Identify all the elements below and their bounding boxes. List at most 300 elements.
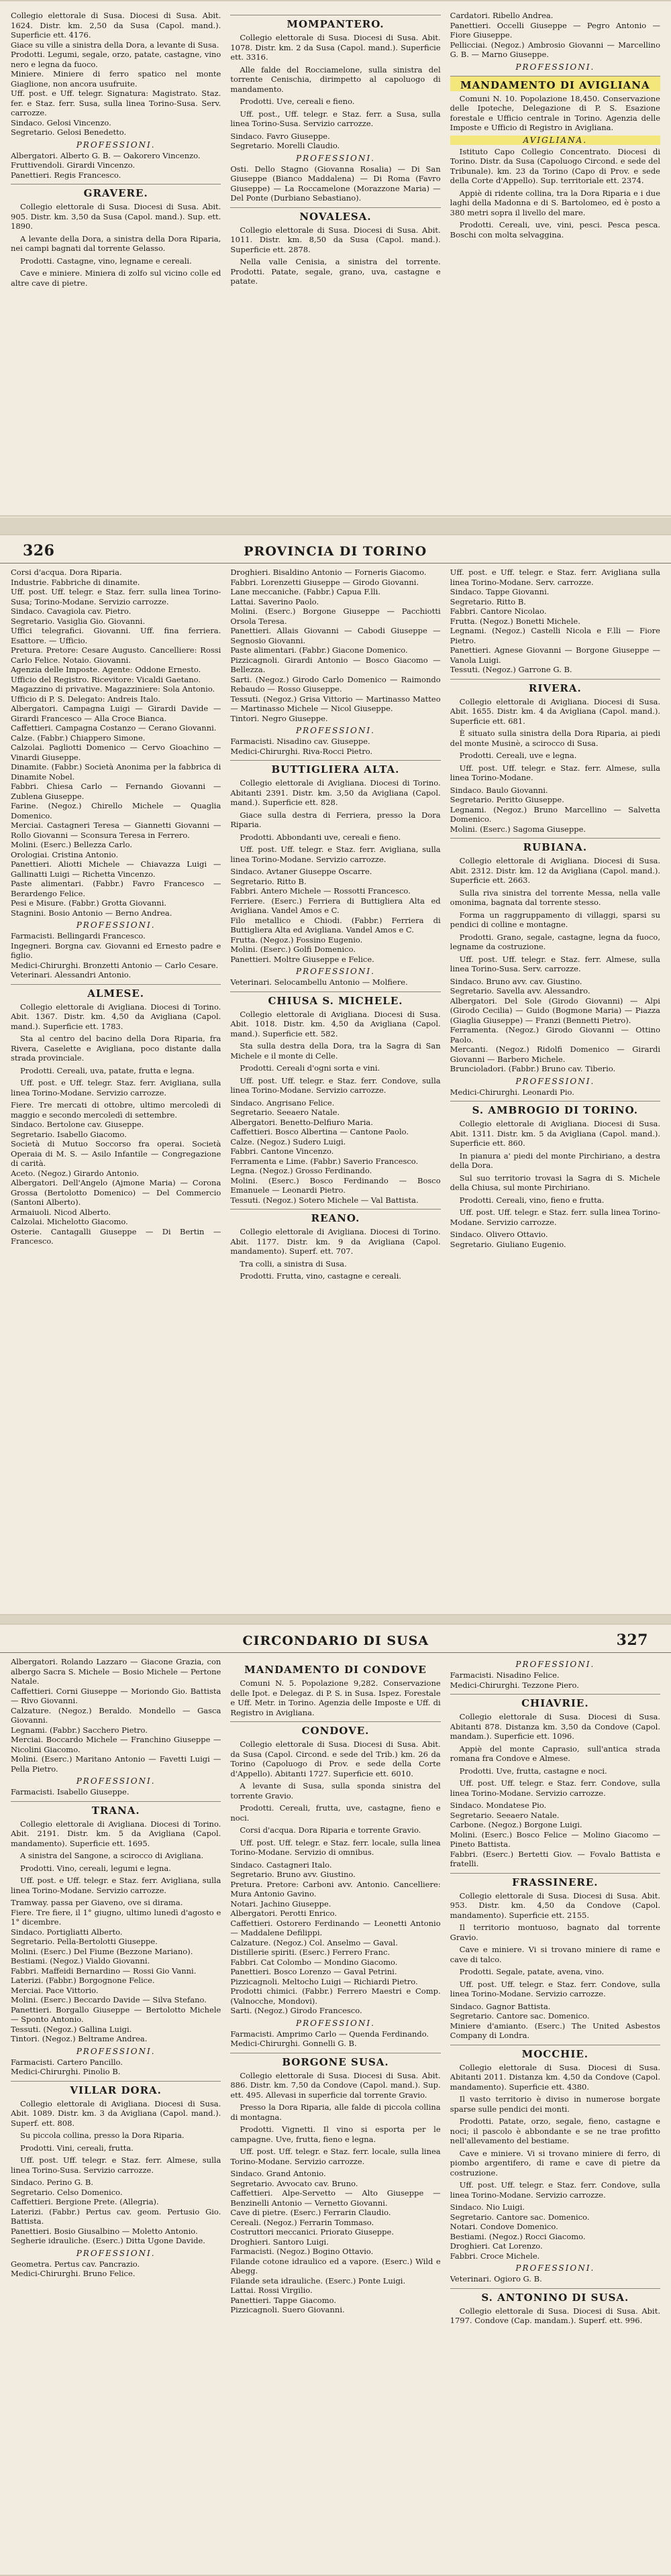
professions-heading: PROFESSIONI.: [515, 1660, 595, 1669]
directory-entry: Panettieri. Moltre Giuseppe e Felice.: [230, 954, 374, 964]
directory-entry: Droghieri. Cat Lorenzo.: [450, 2241, 543, 2251]
page-number: 326: [23, 542, 55, 559]
column-3: [450, 1657, 660, 2328]
commune-description: Giace sulla destra di Ferriera, presso la Dora Riparia.: [230, 810, 441, 829]
commune-description: Collegio elettorale di Avigliana. Diocesi di Susa. Abit. 1018. Distr. km. 4,50 da Avigliana (Capol. mand.). Superficie ett. 582.: [230, 1009, 441, 1038]
directory-entry: Merciai. Boccardo Michele — Franchino Giuseppe — Nicolini Giacomo.: [11, 1735, 221, 1754]
commune-description: Nella valle Cenisia, a sinistra del torrente. Prodotti. Patate, segale, grano, uva, castagne e patate.: [230, 257, 441, 286]
commune-description: Uff. post. Uff. telegr. e Staz. ferr. Almese, sulla linea Torino-Susa. Serv. carrozze.: [450, 954, 660, 973]
directory-entry: Tessuti. (Negoz.) Gallina Luigi.: [11, 2024, 132, 2034]
commune-description: Uff. post. Uff. telegr. e Staz. ferr. Condove, sulla linea Torino-Modane. Servizio carrozze.: [450, 2180, 660, 2200]
professions-heading: PROFESSIONI.: [515, 2263, 595, 2273]
directory-entry: Pesi e Misure. (Fabbr.) Grotta Giovanni.: [11, 898, 167, 908]
professions-heading: PROFESSIONI.: [296, 2018, 375, 2028]
directory-entry: Carbone. (Negoz.) Borgone Luigi.: [450, 1820, 582, 1829]
directory-entry: Panettieri. Borgallo Giuseppe — Bertolotto Michele — Sponto Antonio.: [11, 2004, 221, 2024]
directory-entry: Segretario. Cantore sac. Domenico.: [450, 2212, 590, 2222]
directory-entry: Sindaco. Baulo Giovanni.: [450, 785, 548, 795]
directory-entry: Geometra. Pertus cav. Pancrazio.: [11, 2259, 140, 2269]
section-title: S. ANTONINO DI SUSA.: [450, 2288, 660, 2304]
commune-description: Collegio elettorale di Avigliana. Diocesi di Susa. Abit. 2312. Distr. km. 12 da Avigliana (Capol. mand.). Superficie ett. 2663.: [450, 856, 660, 885]
directory-entry: Dinamite. (Fabbr.) Società Anonima per la fabbrica di Dinamite Nobel.: [11, 762, 221, 782]
commune-description: Uff. post. Uff. telegr. e Staz. ferr. Condove, sulla linea Torino-Modane. Servizio carrozze.: [230, 1075, 441, 1095]
columns: [0, 564, 671, 1284]
commune-description: Collegio elettorale di Avigliana. Diocesi di Susa. Abit. 1655. Distr. km. 4 da Avigliana (Capol. mand.). Superficie ett. 681.: [450, 696, 660, 726]
directory-entry: Segretario. Isabello Giacomo.: [11, 1129, 127, 1139]
section-title: MANDAMENTO DI CONDOVE: [244, 1664, 427, 1676]
directory-entry: Panettieri. Bosio Giusalbino — Moletto Antonio.: [11, 2226, 198, 2236]
commune-description: A sinistra del Sangone, a scirocco di Avigliana.: [20, 1851, 204, 1860]
directory-entry: Droghieri. Santoro Luigi.: [230, 2237, 329, 2247]
commune-description: Uff. post., Uff. telegr. e Staz. ferr. a Susa, sulla linea Torino-Susa. Servizio carrozze.: [230, 109, 441, 128]
directory-entry: Calzature. (Negoz.) Beraldo. Mondello — Gasca Giovanni.: [11, 1705, 221, 1725]
section-title: CONDOVE.: [230, 1721, 440, 1737]
commune-description: Tra colli, a sinistra di Susa.: [240, 1258, 347, 1269]
directory-entry: Segretario. Seeaero Natale.: [230, 1108, 340, 1117]
directory-entry: Sindaco. Perino G. B.: [11, 2178, 94, 2187]
page-fragment-top: [0, 0, 671, 517]
page-number: 327: [616, 1631, 648, 1649]
directory-entry: Tessuti. (Negoz.) Garrone G. B.: [450, 665, 572, 674]
directory-entry: Lane meccaniche. (Fabbr.) Capua F.lli.: [230, 587, 380, 596]
commune-description: Prodotti. Uve, cereali e fieno.: [240, 97, 355, 106]
directory-entry: Società di Mutuo Soccorso fra operai. Società Operaia di M. S. — Asilo Infantile — Congregazione di carità.: [11, 1139, 221, 1168]
directory-entry: Molini. (Eserc.) Sagoma Giuseppe.: [450, 824, 586, 834]
directory-entry: Fabbri. Cantone Vincenzo.: [230, 1146, 334, 1156]
commune-description: Prodotti. Vini, cereali, frutta.: [20, 2143, 134, 2153]
commune-description: Prodotti. Cereali, uve e legna.: [459, 751, 577, 760]
professions-heading: PROFESSIONI.: [76, 920, 156, 930]
directory-entry: Albergatori. Campagna Luigi — Girardi Davide — Girardi Francesco — Alla Croce Bianca.: [11, 704, 221, 723]
section-subtitle: AVIGLIANA.: [450, 136, 660, 145]
commune-description: Il territorio montuoso, bagnato dal torrente Gravio.: [450, 1923, 660, 1942]
directory-entry: Segretario. Ritto B.: [230, 876, 307, 886]
directory-entry: Distillerie spiriti. (Eserc.) Ferrero Franc.: [230, 1947, 391, 1957]
commune-description: Prodotti. Abbondanti uve, cereali e fieno.: [240, 832, 401, 842]
commune-description: Prodotti. Uve, frutta, castagne e noci.: [459, 1766, 607, 1776]
column-2: [230, 568, 440, 1284]
column-2: [230, 1657, 440, 2328]
section-title: CHIUSA S. MICHELE.: [230, 991, 440, 1007]
directory-entry: Cardatori. Ribello Andrea.: [450, 11, 554, 20]
directory-entry: Sindaco. Portigliatti Alberto.: [11, 1927, 123, 1937]
directory-entry: Segretario. Savella avv. Alessandro.: [450, 986, 590, 996]
directory-entry: Sindaco. Gagnor Battista.: [450, 2001, 551, 2011]
commune-description: Appiè del monte Caprasio, sull'antica strada romana fra Condove e Almese.: [450, 1743, 660, 1763]
directory-entry: Tessuti. (Negoz.) Grisa Vittorio — Martinasso Matteo — Martinasso Michele — Nicol Giuseppe.: [230, 694, 441, 713]
directory-entry: Cave di pietre. (Eserc.) Ferrarin Claudio.: [230, 2208, 391, 2217]
commune-description: A levante di Susa, sulla sponda sinistra del torrente Gravio.: [230, 1781, 441, 1801]
directory-entry: Veterinari. Alessandri Antonio.: [11, 970, 132, 979]
professions-heading: PROFESSIONI.: [76, 1776, 156, 1786]
directory-entry: Sindaco. Avtaner Giuseppe Oscarre.: [230, 867, 372, 876]
commune-description: Prodotti. Segale, patate, avena, vino.: [459, 1967, 605, 1976]
professions-heading: PROFESSIONI.: [76, 2046, 156, 2056]
directory-entry: Osti. Dello Stagno (Giovanna Rosalia) — Di San Giuseppe (Bianco Maddalena) — Di Roma (Favro Giuseppe) — La Roccamelone (Morazzone Maria) — Del Ponte (Durbiano Sebastiano).: [230, 164, 441, 203]
directory-entry: Tessuti. (Negoz.) Sotero Michele — Val Battista.: [230, 1195, 419, 1205]
directory-entry: Pizzicagnoli. Meltocho Luigi — Richiardi Pietro.: [230, 1976, 418, 1986]
directory-entry: Sindaco. Tappe Giovanni.: [450, 587, 550, 596]
commune-description: Collegio elettorale di Susa. Diocesi di Susa. Abit. da Susa (Capol. Circond. e sede del Trib.) km. 26 da Torino (Capoluogo di Prov. e sede della Corte d'Appello). Abitanti 1727. Superficie ett. 6010.: [230, 1739, 441, 1778]
directory-entry: Albergatori. Perotti Enrico.: [230, 1909, 338, 1918]
section-title: BUTTIGLIERA ALTA.: [230, 760, 440, 775]
commune-description: Uff. post. Uff. telegr. e Staz. ferr. Condove, sulla linea Torino-Modane. Servizio carrozze.: [450, 1979, 660, 1998]
section-title: CHIAVRIE.: [450, 1694, 660, 1709]
column-3: [450, 11, 660, 290]
section-title: REANO.: [230, 1209, 440, 1224]
commune-description: Uff. post. e Uff. telegr. e Staz. ferr. Avigliana, sulla linea Torino-Modane. Servizio carrozze.: [11, 1876, 221, 1895]
directory-entry: Panettieri. Occelli Giuseppe — Pegro Antonio — Fiore Giuseppe.: [450, 20, 660, 40]
directory-entry: Molini. (Eserc.) Borgone Giuseppe — Pacchiotti Orsola Teresa.: [230, 606, 441, 626]
directory-entry: Tintori. (Negoz.) Beltrame Andrea.: [11, 2034, 148, 2043]
directory-entry: Sindaco. Cavagiola cav. Pietro.: [11, 606, 132, 616]
commune-description: Uff. post. Uff. telegr. e Staz. ferr. Condove, sulla linea Torino-Modane. Servizio carrozze.: [450, 1778, 660, 1798]
directory-entry: Miniere d'amianto. (Eserc.) The United Asbestos Company di Londra.: [450, 2021, 660, 2040]
directory-entry: Filande cotone idraulico ed a vapore. (Eserc.) Wild e Abegg.: [230, 2256, 441, 2275]
page-title: PROVINCIA DI TORINO: [244, 544, 427, 559]
directory-entry: Fabbri. Cantore Nicolao.: [450, 606, 547, 616]
directory-entry: Miniere. Miniere di ferro spatico nel monte Giaglione, non ancora usufruite.: [11, 69, 221, 89]
commune-description: Uff. post. Uff. telegr. e Staz. ferr. locale, sulla linea Torino-Modane. Servizio carrozze.: [230, 2147, 441, 2166]
directory-entry: Calzolai. Michelotto Giacomo.: [11, 1217, 128, 1226]
directory-entry: Segretario. Avvocato cav. Bruno.: [230, 2178, 358, 2188]
directory-entry: Ingegneri. Borgna cav. Giovanni ed Ernesto padre e figlio.: [11, 941, 221, 960]
column-2: [230, 11, 440, 290]
commune-description: Collegio elettorale di Avigliana. Diocesi di Torino. Abit. 1367. Distr. km. 4,50 da Avigliana (Capol. mand.). Superficie ett. 1783.: [11, 1002, 221, 1031]
directory-entry: Albergatori. Dell'Angelo (Ajmone Maria) — Corona Grossa (Bertolotto Domenico) — Del Commercio (Santoni Alberto).: [11, 1178, 221, 1207]
columns: [0, 7, 671, 290]
directory-entry: Calze. (Fabbr.) Chiappero Simone.: [11, 733, 146, 743]
directory-entry: Segretario. Cantore sac. Domenico.: [450, 2011, 590, 2021]
commune-description: Prodotti. Grano, segale, castagne, legna da fuoco, legname da costruzione.: [450, 932, 660, 951]
commune-description: Comuni N. 10. Popolazione 18,450. Conservazione delle Ipoteche, Delegazione di P. S. Esazione forestale e Ufficio centrale in Torino. Agenzia delle Imposte e Ufficio di Registro in Avigliana.: [450, 93, 660, 132]
section-title: FRASSINERE.: [450, 1873, 660, 1888]
directory-entry: Uffici telegrafici. Giovanni. Uff. fina ferriera. Esattore. — Ufficio.: [11, 626, 221, 645]
directory-entry: Segretario. Vasiglia Gio. Giovanni.: [11, 616, 146, 626]
directory-entry: Caffettieri. Alpe-Servetto — Alto Giuseppe — Benzinelli Antonio — Vernetto Giovanni.: [230, 2188, 441, 2208]
commune-description: Su piccola collina, presso la Dora Riparia.: [20, 2131, 185, 2140]
commune-description: Prodotti. Vino, cereali, legumi e legna.: [20, 1863, 171, 1873]
directory-entry: Uff. post. Uff. telegr. e Staz. ferr. sulla linea Torino-Susa; Torino-Modane. Servizio carrozze.: [11, 587, 221, 606]
directory-entry: Agenzia delle Imposte. Agente: Oddone Ernesto.: [11, 665, 201, 674]
directory-entry: Albergatori. Rolando Lazzaro — Giacone Grazia, con albergo Sacra S. Michele — Bosio Michele — Pertone Natale.: [11, 1657, 221, 1686]
directory-entry: Veterinari. Ogioro G. B.: [450, 2274, 542, 2284]
directory-entry: Panettieri. Agnese Giovanni — Borgone Giuseppe — Vanola Luigi.: [450, 645, 660, 665]
directory-entry: Fabbri. Antero Michele — Rossotti Francesco.: [230, 886, 411, 896]
directory-entry: Fruttivendoli. Girardi Vincenzo.: [11, 160, 136, 170]
directory-entry: Molini. (Eserc.) Beccardo Davide — Silva Stefano.: [11, 1995, 207, 2004]
directory-entry: Farmacisti. (Negoz.) Bogino Ottavio.: [230, 2247, 374, 2256]
professions-heading: PROFESSIONI.: [515, 1076, 595, 1086]
directory-entry: Merciai. Castagneri Teresa — Giannetti Giovanni — Rollo Giovanni — Sconsura Teresa in Ferrero.: [11, 820, 221, 840]
directory-entry: Segretario. Peritto Giuseppe.: [450, 795, 564, 804]
directory-entry: Uff. post. e Uff. telegr. e Staz. ferr. Avigliana sulla linea Torino-Modane. Serv. carrozze.: [450, 568, 660, 587]
directory-entry: Legnami. (Fabbr.) Sacchero Pietro.: [11, 1725, 148, 1735]
directory-entry: Molini. (Eserc.) Bosco Felice — Molino Giacomo — Pineto Battista.: [450, 1829, 660, 1849]
directory-entry: Panettieri. Bosco Lorenzo — Gaval Petrini.: [230, 1967, 397, 1976]
directory-entry: Albergatori. Benetto-Delfiuro Maria.: [230, 1117, 373, 1127]
section-title: MANDAMENTO DI AVIGLIANA: [450, 76, 660, 91]
commune-description: Collegio elettorale di Avigliana. Diocesi di Susa. Abit. 1089. Distr. km. 3 da Avigliana (Capol. mand.). Superf. ett. 808.: [11, 2098, 221, 2128]
professions-heading: PROFESSIONI.: [296, 726, 375, 735]
directory-entry: Sarti. (Negoz.) Girodo Francesco.: [230, 2006, 362, 2015]
commune-description: Collegio elettorale di Susa. Diocesi di Susa. Abit. 905. Distr. km. 3,50 da Susa (Capol. mand.). Sup. ett. 1890.: [11, 202, 221, 231]
directory-entry: Ufficio del Registro. Ricevitore: Vicaldi Gaetano.: [11, 674, 201, 684]
directory-entry: Legnami. (Negoz.) Bruno Marcellino — Salvetta Domenico.: [450, 804, 660, 824]
directory-entry: Prodotti chimici. (Fabbr.) Ferrero Maestri e Comp. (Valnocche, Mondovi).: [230, 1986, 441, 2006]
professions-heading: PROFESSIONI.: [76, 140, 156, 150]
directory-entry: Segretario. Morelli Claudio.: [230, 141, 340, 150]
directory-entry: Frutta. (Negoz.) Bonetti Michele.: [450, 616, 580, 626]
directory-entry: Collegio elettorale di Susa. Diocesi di Susa. Abit. 1624. Distr. km. 2,50 da Susa (Capol. mand.). Superficie ett. 4176.: [11, 11, 221, 40]
commune-description: Sta al centro del bacino della Dora Riparia, fra Rivera, Caselette e Avigliana, poco distante dalla strada provinciale.: [11, 1034, 221, 1063]
directory-entry: Segretario. Bruno avv. Giustino.: [230, 1870, 356, 1879]
commune-description: Prodotti. Cereali d'ogni sorta e vini.: [240, 1063, 380, 1073]
commune-description: Forma un raggruppamento di villaggi, sparsi su pendici di colline e montagne.: [450, 910, 660, 929]
columns: [0, 1653, 671, 2328]
section-title: BORGONE SUSA.: [230, 2053, 440, 2068]
directory-entry: Aceto. (Negoz.) Girardo Antonio.: [11, 1168, 140, 1178]
directory-entry: Bestiami. (Negoz.) Rocci Giacomo.: [450, 2231, 586, 2241]
directory-entry: Segretario. Seeaero Natale.: [450, 1810, 560, 1820]
directory-entry: Merciai. Pace Vittorio.: [11, 1985, 99, 1995]
directory-entry: Farmacisti. Isabello Giuseppe.: [11, 1787, 130, 1796]
section-title: RUBIANA.: [450, 838, 660, 853]
running-head: [0, 535, 671, 564]
directory-entry: Farine. (Negoz.) Chirello Michele — Quaglia Domenico.: [11, 801, 221, 820]
directory-entry: Ferramenta. (Negoz.) Girodo Giovanni — Ottino Paolo.: [450, 1025, 660, 1044]
directory-entry: Sindaco. Bertolone cav. Giuseppe.: [11, 1120, 144, 1129]
directory-entry: Albergatori. Del Sole (Girodo Giovanni) — Alpi (Girodo Cecilia) — Guido (Bogmone Maria) — Piazza (Giaglia Giuseppe) — Franzi (Bennetti Pietro).: [450, 996, 660, 1025]
directory-entry: Molini. (Eserc.) Del Fiume (Bezzone Mariano).: [11, 1946, 193, 1956]
directory-entry: Orologiai. Cristina Antonio.: [11, 849, 119, 859]
commune-description: Uff. post. Uff. telegr. e Staz. ferr. Almese, sulla linea Torino-Susa. Servizio carrozze.: [11, 2155, 221, 2175]
directory-entry: Notari. Condove Domenico.: [450, 2222, 558, 2231]
page-gap: [0, 1615, 671, 1623]
directory-entry: Sindaco. Gelosi Vincenzo.: [11, 117, 111, 127]
directory-entry: Caffettieri. Bergione Prete. (Allegria).: [11, 2197, 159, 2206]
commune-description: Cave e miniere. Vi si trovano miniere di rame e cave di talco.: [450, 1945, 660, 1964]
directory-entry: Sindaco. Olivero Ottavio.: [450, 1230, 548, 1239]
commune-description: Il vasto territorio è diviso in numerose borgate sparse sulle pendici dei monti.: [450, 2094, 660, 2114]
directory-entry: Segretario. Gelosi Benedetto.: [11, 127, 127, 137]
directory-entry: Panettieri. Regis Francesco.: [11, 170, 121, 180]
commune-description: Prodotti. Cereali, vino, fieno e frutta.: [459, 1195, 605, 1205]
commune-description: Collegio elettorale di Avigliana. Diocesi di Torino. Abitanti 2391. Distr. km. 3,50 da Avigliana (Capol. mand.). Superficie ett. 828.: [230, 778, 441, 807]
directory-entry: Panettieri. Allais Giovanni — Cabodi Giuseppe — Segnosio Giovanni.: [230, 626, 441, 645]
section-title: GRAVERE.: [11, 184, 221, 199]
directory-entry: Tramway. passa per Giaveno, ove si dirama.: [11, 1898, 183, 1907]
directory-entry: Industrie. Fabbriche di dinamite.: [11, 577, 140, 587]
directory-entry: Sindaco. Favro Giuseppe.: [230, 131, 330, 141]
directory-entry: Medici-Chirurghi. Bronzetti Antonio — Carlo Cesare.: [11, 960, 219, 970]
commune-description: Prodotti. Cereali, uva, patate, frutta e legna.: [20, 1065, 195, 1075]
commune-description: Prodotti. Cereali, frutta, uve, castagne, fieno e noci.: [230, 1803, 441, 1823]
commune-description: Sul suo territorio trovasi la Sagra di S. Michele della Chiusa, sul monte Pirchiriano.: [450, 1173, 660, 1192]
directory-entry: Laterizi. (Fabbr.) Pertus cav. geom. Pertusio Gio. Battista.: [11, 2206, 221, 2226]
directory-entry: Laterizi. (Fabbr.) Borgognone Felice.: [11, 1976, 155, 1985]
directory-entry: Sindaco. Angrisano Felice.: [230, 1097, 335, 1108]
directory-entry: Pretura. Pretore: Cesare Augusto. Cancelliere: Rossi Carlo Felice. Notaio. Giovanni.: [11, 645, 221, 665]
directory-entry: Fabbri. Cat Colombo — Mondino Giacomo.: [230, 1957, 398, 1967]
directory-entry: Panettieri. Tappe Giacomo.: [230, 2295, 337, 2305]
page-gap: [0, 518, 671, 534]
directory-entry: Pretura. Pretore: Carboni avv. Antonio. Cancelliere: Mura Antonio Gavino.: [230, 1879, 441, 1898]
directory-entry: Droghieri. Bisaldino Antonio — Forneris Giacomo.: [230, 568, 427, 577]
professions-heading: PROFESSIONI.: [296, 153, 375, 163]
commune-description: Collegio elettorale di Avigliana. Diocesi di Susa. Abit. 1311. Distr. km. 5 da Avigliana (Capol. mand.). Superficie ett. 860.: [450, 1119, 660, 1148]
directory-entry: Albergatori. Alberto G. B. — Oakorero Vincenzo.: [11, 150, 201, 160]
column-1: [11, 1657, 221, 2328]
commune-description: Prodotti. Vignetti. Il vino si esporta per le campagne. Uve, frutta, fieno e legna.: [230, 2125, 441, 2144]
directory-entry: Frutta. (Negoz.) Fossino Eugenio.: [230, 934, 363, 945]
running-head: [0, 1625, 671, 1653]
directory-entry: Pizzicagnoli. Suero Giovanni.: [230, 2305, 345, 2314]
directory-entry: Paste alimentari. (Fabbr.) Favro Francesco — Berardengo Felice.: [11, 879, 221, 898]
directory-entry: Magazzino di privative. Magazziniere: Sola Antonio.: [11, 684, 215, 694]
directory-entry: Fabbri. Maffeidi Bernardino — Rossi Gio Vanni.: [11, 1966, 197, 1976]
directory-entry: Caffettieri. Campagna Costanzo — Cerano Giovanni.: [11, 723, 217, 733]
commune-description: Uff. post. Uff. telegr. e Staz. ferr. Almese, sulla linea Torino-Modane.: [450, 763, 660, 782]
directory-entry: Caffettieri. Ostorero Ferdinando — Leonetti Antonio — Maddalene Defilippi.: [230, 1918, 441, 1937]
section-title: MOCCHIE.: [450, 2045, 660, 2060]
directory-entry: Lattai. Saverino Paolo.: [230, 596, 319, 606]
directory-entry: Segretario. Celso Domenico.: [11, 2187, 123, 2197]
directory-entry: Segherie idrauliche. (Eserc.) Ditta Ugone Davide.: [11, 2236, 205, 2245]
directory-entry: Bruncioladori. (Fabbr.) Bruno cav. Tiberio.: [450, 1064, 616, 1073]
page-title: CIRCONDARIO DI SUSA: [242, 1633, 429, 1648]
directory-entry: Segretario. Pella-Bertolotti Giuseppe.: [11, 1937, 158, 1946]
directory-entry: Medici-Chirurghi. Tezzone Piero.: [450, 1680, 579, 1690]
directory-entry: Panettieri. Aliotti Michele — Chiavazza Luigi — Gallinatti Luigi — Richetta Vincenzo.: [11, 859, 221, 879]
directory-entry: Pizzicagnoli. Girardi Antonio — Bosco Giacomo — Bellezza.: [230, 655, 441, 674]
directory-entry: Corsi d'acqua. Dora Riparia.: [11, 568, 122, 577]
directory-entry: Costruttori meccanici. Priorato Giuseppe.: [230, 2227, 394, 2237]
section-title: NOVALESA.: [230, 207, 440, 223]
directory-entry: Sindaco. Grand Antonio.: [230, 2169, 326, 2178]
commune-description: Sta sulla destra della Dora, tra la Sagra di San Michele e il monte di Celle.: [230, 1041, 441, 1061]
directory-entry: Molini. (Eserc.) Bosco Ferdinando — Bosco Emanuele — Leonardi Pietro.: [230, 1175, 441, 1195]
directory-entry: Farmacisti. Bellingardi Francesco.: [11, 931, 146, 941]
commune-description: Prodotti. Patate, orzo, segale, fieno, castagne e noci; il pascolo è abbondante e se ne trae profitto nell'allevamento del bestiame.: [450, 2116, 660, 2145]
directory-entry: Fabbri. Lorenzetti Giuseppe — Girodo Giovanni.: [230, 577, 419, 587]
page-326: [0, 534, 671, 1615]
directory-entry: Fabbri. (Eserc.) Bertetti Giov. — Fovalo Battista e fratelli.: [450, 1849, 660, 1868]
commune-description: Uff. post. e Uff. telegr. Staz. ferr. Avigliana, sulla linea Torino-Modane. Servizio carrozze.: [11, 1078, 221, 1097]
page-327: [0, 1623, 671, 2576]
directory-entry: Cereali. (Negoz.) Ferrarin Tommaso.: [230, 2217, 374, 2227]
commune-description: Uff. post. Uff. telegr. e Staz. ferr. sulla linea Torino-Modane. Servizio carrozze.: [450, 1208, 660, 1227]
directory-entry: Ufficio di P. S. Delegato: Andreis Italo.: [11, 694, 160, 704]
directory-entry: Farmacisti. Nisadino Felice.: [450, 1670, 560, 1680]
directory-entry: Giace su ville a sinistra della Dora, a levante di Susa.: [11, 40, 219, 50]
directory-entry: Sindaco. Castagneri Italo.: [230, 1860, 332, 1870]
directory-entry: Legnami. (Negoz.) Castelli Nicola e F.lli — Fiore Pietro.: [450, 626, 660, 645]
section-title: S. AMBROGIO DI TORINO.: [450, 1101, 660, 1116]
commune-description: Cave e miniere. Vi si trovano miniere di ferro, di piombo argentifero, di rame e cave di pietre da costruzione.: [450, 2148, 660, 2178]
directory-entry: Medici-Chirurghi. Gonnelli G. B.: [230, 2039, 357, 2048]
commune-description: Collegio elettorale di Susa. Diocesi di Susa. Abit. 1011. Distr. km. 8,50 da Susa (Capol. mand.). Superficie ett. 2878.: [230, 225, 441, 254]
directory-entry: Sindaco. Nio Luigi.: [450, 2202, 525, 2212]
directory-entry: Molini. (Eserc.) Bellezza Carlo.: [11, 840, 133, 849]
directory-entry: Segretario. Ritto B.: [450, 596, 526, 606]
directory-entry: Calzolai. Pagliotti Domenico — Cervo Gioachino — Vinardi Giuseppe.: [11, 743, 221, 762]
column-1: [11, 568, 221, 1284]
column-1: [11, 11, 221, 290]
commune-description: È situato sulla sinistra della Dora Riparia, ai piedi del monte Musinè, a scirocco di Susa.: [450, 729, 660, 748]
commune-description: Prodotti. Castagne, vino, legname e cereali.: [20, 256, 192, 266]
directory-entry: Caffettieri. Corni Giuseppe — Moriondo Gio. Battista — Rivo Giovanni.: [11, 1686, 221, 1705]
commune-description: Istituto Capo Collegio Concentrato. Diocesi di Torino. Distr. da Susa (Capoluogo Circond. e sede del Tribunale). km. 23 da Torino (Capo di Prov. e sede della Corte d'Appello). Sup. territoriale ett. 2374.: [450, 146, 660, 185]
directory-entry: Farmacisti. Cartero Pancillo.: [11, 2057, 123, 2067]
professions-heading: PROFESSIONI.: [296, 967, 375, 976]
commune-description: Collegio elettorale di Susa. Diocesi di Susa. Abitanti 878. Distanza km. 3,50 da Condove (Capol. mandam.). Superficie ett. 1096.: [450, 1712, 660, 1741]
directory-entry: Medici-Chirurghi. Riva-Rocci Pietro.: [230, 746, 373, 756]
commune-description: Prodotti. Cereali, uve, vini, pesci. Pesca pesca. Boschi con molta selvaggina.: [450, 220, 660, 239]
commune-description: Comuni N. 5. Popolazione 9,282. Conservazione delle Ipot. e Delegaz. di P. S. in Susa. Ispez. Forestale e Uff. Metr. in Torino. Agenzia delle Imposte e Uff. di Registro in Avigliana.: [230, 1678, 441, 1717]
directory-entry: Fiere. Tre mercati di ottobre, ultimo mercoledì di maggio e secondo mercoledì di settembre.: [11, 1100, 221, 1120]
directory-entry: Calze. (Negoz.) Sudero Luigi.: [230, 1136, 346, 1146]
directory-entry: Paste alimentari. (Fabbr.) Giacone Domenico.: [230, 645, 408, 655]
commune-description: Alle falde del Rocciamelone, sulla sinistra del torrente Cenischia, dirimpetto al capoluogo di mandamento.: [230, 64, 441, 94]
directory-entry: Uff. post. e Uff. telegr. Signatura: Magistrato. Staz. fer. e Staz. ferr. Susa, sulla linea Torino-Susa. Serv. carrozze.: [11, 89, 221, 117]
directory-entry: Prodotti. Legumi, segale, orzo, patate, castagne, vino nero e legna da fuoco.: [11, 50, 221, 69]
directory-entry: Lattai. Rossi Virgilio.: [230, 2286, 313, 2295]
directory-entry: Armaiuoli. Nicod Alberto.: [11, 1207, 111, 1217]
commune-description: Collegio elettorale di Susa. Diocesi di Susa. Abit. 1078. Distr. km. 2 da Susa (Capol. mand.). Superficie ett. 3316.: [230, 33, 441, 62]
directory-entry: Notari. Jachino Giuseppe.: [230, 1898, 331, 1909]
commune-description: Cave e miniere. Miniera di zolfo sul vicino colle ed altre cave di pietre.: [11, 268, 221, 288]
directory-entry: Fabbri. Croce Michele.: [450, 2251, 540, 2261]
directory-entry: Filande seta idrauliche. (Eserc.) Ponte Luigi.: [230, 2275, 406, 2286]
directory-entry: Veterinari. Selocambellu Antonio — Molfiere.: [230, 977, 408, 987]
commune-description: Prodotti. Frutta, vino, castagne e cereali.: [240, 1271, 401, 1281]
column-3: [450, 568, 660, 1284]
directory-entry: Ferramenta e Lime. (Fabbr.) Saverio Francesco.: [230, 1156, 419, 1166]
directory-entry: Farmacisti. Amprimo Carlo — Quenda Ferdinando.: [230, 2029, 429, 2039]
directory-entry: Medici-Chirurghi. Pinolio B.: [11, 2067, 121, 2076]
commune-description: Sulla riva sinistra del torrente Messa, nella valle omonima, bagnata dal torrente stesso.: [450, 888, 660, 907]
directory-entry: Molini. (Eserc.) Golfi Domenico.: [230, 945, 356, 954]
directory-entry: Calzature. (Negoz.) Col. Anselmo — Gaval.: [230, 1937, 398, 1947]
directory-entry: Molini. (Eserc.) Maritano Antonio — Favetti Luigi — Pella Pietro.: [11, 1754, 221, 1774]
section-title: MOMPANTERO.: [230, 15, 440, 30]
commune-description: Presso la Dora Riparia, alle falde di piccola collina di montagna.: [230, 2102, 441, 2122]
directory-entry: Stagnini. Bosio Antonio — Berno Andrea.: [11, 908, 172, 918]
directory-entry: Medici-Chirurghi. Bruno Felice.: [11, 2269, 136, 2278]
directory-entry: Pellicciai. (Negoz.) Ambrosio Giovanni — Marcellino G. B. — Marno Giuseppe.: [450, 40, 660, 59]
commune-description: Collegio elettorale di Susa. Diocesi di Susa. Abit. 886. Distr. km. 7,50 da Condove (Capol. mand.). Sup. ett. 495. Allevasi in superficie dal torrente Gravio.: [230, 2070, 441, 2100]
commune-description: Collegio elettorale di Avigliana. Diocesi di Torino. Abit. 1177. Distr. km. 9 da Avigliana (Capol. mandamento). Superf. ett. 707.: [230, 1227, 441, 1256]
directory-entry: Ferriere. (Eserc.) Ferriera di Buttigliera Alta ed Avigliana. Vandel Amos e C.: [230, 896, 441, 915]
commune-description: Collegio elettorale di Susa. Diocesi di Susa. Abitanti 2011. Distanza km. 4,50 da Condove (Capol. mandamento). Superficie ett. 4380.: [450, 2062, 660, 2092]
section-title: ALMESE.: [11, 984, 221, 1000]
directory-entry: Sindaco. Bruno avv. cav. Giustino.: [450, 976, 582, 986]
commune-description: Uff. post. Uff. telegr. e Staz. ferr. locale, sulla linea Torino-Modane. Servizio di omnibus.: [230, 1837, 441, 1857]
directory-entry: Bestiami. (Negoz.) Vialdo Giovanni.: [11, 1956, 150, 1966]
commune-description: Appiè di ridente collina, tra la Dora Riparia e i due laghi della Madonna e di S. Bartolomeo, ed è posto a 380 metri sopra il livello del mare.: [450, 188, 660, 217]
section-title: TRANA.: [11, 1801, 221, 1817]
directory-entry: Sindaco. Mondatese Pio.: [450, 1801, 547, 1810]
directory-entry: Caffettieri. Bosco Albertina — Cantone Paolo.: [230, 1127, 409, 1136]
directory-entry: Farmacisti. Nisadino cav. Giuseppe.: [230, 737, 370, 746]
commune-description: In pianura a' piedi del monte Pirchiriano, a destra della Dora.: [450, 1150, 660, 1170]
directory-entry: Legna. (Negoz.) Grosso Ferdinando.: [230, 1166, 372, 1175]
directory-entry: Segretario. Giuliano Eugenio.: [450, 1239, 566, 1249]
professions-heading: PROFESSIONI.: [76, 2248, 156, 2258]
directory-entry: Fiere. Tre fiere, il 1° giugno, ultimo lunedì d'agosto e 1° dicembre.: [11, 1907, 221, 1927]
directory-entry: Osterie. Cantagalli Giuseppe — Di Bertin — Francesco.: [11, 1226, 221, 1246]
